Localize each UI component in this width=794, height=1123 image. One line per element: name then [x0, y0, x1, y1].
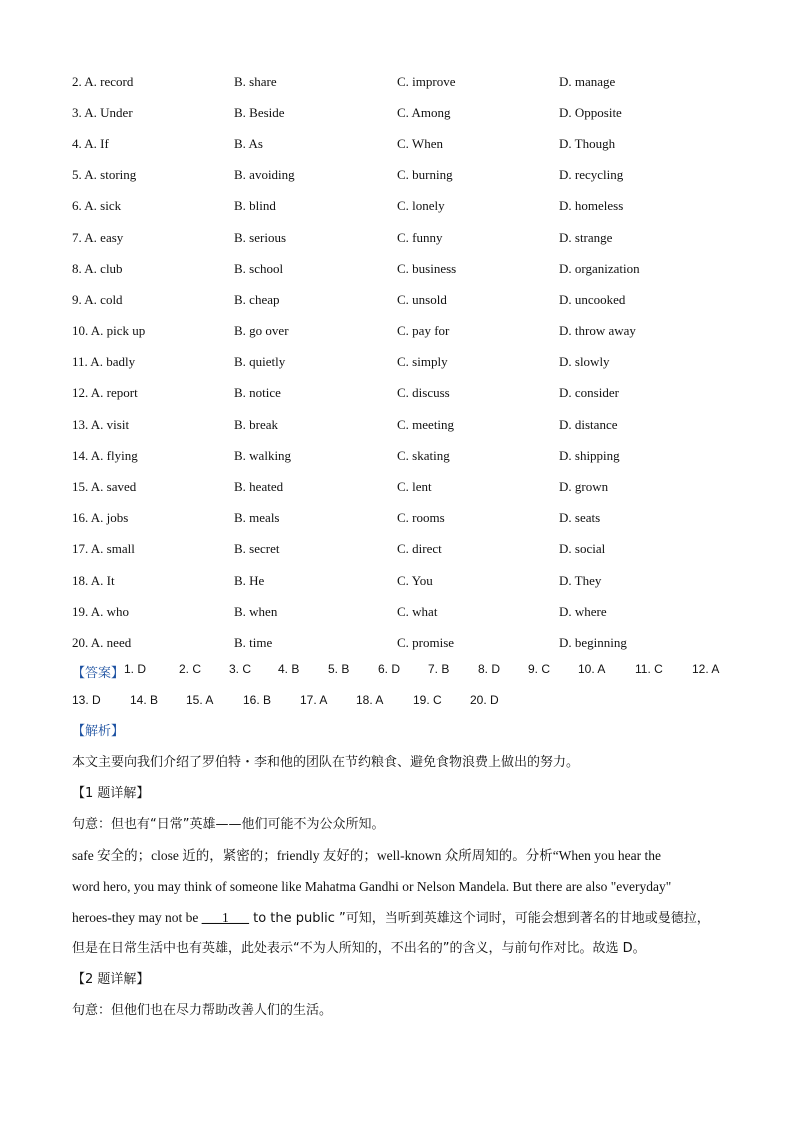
answer-item: 2. C [179, 662, 202, 676]
option-a: 19. A. who [72, 603, 130, 619]
option-c: C. You [397, 572, 433, 588]
option-c: C. burning [397, 167, 453, 183]
option-a: 7. A. easy [72, 229, 124, 245]
q2-meaning: 句意：但他们也在尽力帮助改善人们的生活。 [72, 1003, 333, 1018]
option-c: C. funny [397, 229, 443, 245]
option-d: D. consider [559, 385, 619, 401]
option-d: D. manage [559, 73, 616, 89]
answer-item: 11. C [635, 662, 663, 676]
answer-item: 12. A [692, 662, 720, 676]
option-d: D. homeless [559, 198, 624, 214]
option-b: B. heated [234, 479, 284, 495]
option-d: D. slowly [559, 354, 610, 370]
option-a: 20. A. need [72, 634, 132, 650]
option-b: B. go over [234, 323, 289, 339]
option-d: D. They [559, 572, 602, 588]
answer-line-1 [72, 660, 732, 691]
option-c: C. Among [397, 104, 451, 120]
option-d: D. Though [559, 135, 616, 151]
option-row [72, 253, 732, 284]
option-b: B. share [234, 73, 277, 89]
option-d: D. Opposite [559, 104, 622, 120]
option-a: 4. A. If [72, 135, 109, 151]
answer-item: 6. D [378, 662, 401, 676]
option-a: 17. A. small [72, 541, 135, 557]
option-c: C. unsold [397, 291, 447, 307]
q1-heading: 【1 题详解】 [72, 786, 150, 801]
option-b: B. time [234, 634, 273, 650]
option-d: D. beginning [559, 634, 627, 650]
analysis-tag: 【解析】 [72, 724, 125, 739]
option-c: C. business [397, 260, 457, 276]
answer-item: 15. A [186, 693, 214, 707]
option-d: D. strange [559, 229, 613, 245]
option-row [72, 534, 732, 565]
option-d: D. distance [559, 416, 618, 432]
option-c: C. promise [397, 634, 455, 650]
answer-item: 13. D [72, 693, 101, 707]
answer-tag: 【答案】 [72, 666, 125, 681]
option-a: 2. A. record [72, 73, 134, 89]
option-a: 12. A. report [72, 385, 138, 401]
answer-key [72, 660, 732, 722]
option-c: C. skating [397, 447, 450, 463]
option-row [72, 503, 732, 534]
answer-item: 7. B [428, 662, 450, 676]
option-row [72, 222, 732, 253]
q1-meaning: 句意：但也有“日常”英雄——他们可能不为公众所知。 [72, 817, 385, 832]
option-c: C. direct [397, 541, 442, 557]
option-row [72, 347, 732, 378]
option-c: C. rooms [397, 510, 445, 526]
option-a: 3. A. Under [72, 104, 133, 120]
option-b: B. secret [234, 541, 280, 557]
answer-item: 18. A [356, 693, 384, 707]
option-d: D. throw away [559, 323, 636, 339]
option-c: C. When [397, 135, 443, 151]
option-row [72, 378, 732, 409]
option-row [72, 440, 732, 471]
option-a: 16. A. jobs [72, 510, 129, 526]
option-a: 10. A. pick up [72, 323, 146, 339]
option-b: B. cheap [234, 291, 280, 307]
option-c: C. what [397, 603, 438, 619]
option-c: C. lonely [397, 198, 445, 214]
option-row [72, 596, 732, 627]
q2-heading: 【2 题详解】 [72, 972, 150, 987]
answer-item: 16. B [243, 693, 272, 707]
option-a: 6. A. sick [72, 198, 122, 214]
option-a: 13. A. visit [72, 416, 130, 432]
option-row [72, 191, 732, 222]
option-b: B. serious [234, 229, 286, 245]
q1-line3-suffix: to the public ”可知，当听到英雄这个词时，可能会想到著名的甘地或曼德拉， [248, 911, 710, 926]
option-a: 18. A. It [72, 572, 115, 588]
option-b: B. Beside [234, 104, 285, 120]
answer-item: 5. B [328, 662, 350, 676]
answer-item: 14. B [130, 693, 159, 707]
option-row [72, 316, 732, 347]
option-row [72, 565, 732, 596]
option-row [72, 128, 732, 159]
summary-text: 本文主要向我们介绍了罗伯特・李和他的团队在节约粮食、避免食物浪费上做出的努力。 [72, 755, 580, 770]
answer-item: 3. C [229, 662, 252, 676]
answer-item: 9. C [528, 662, 551, 676]
option-a: 15. A. saved [72, 479, 137, 495]
q1-line3-prefix: heroes-they may not be [72, 910, 202, 925]
option-b: B. As [234, 135, 263, 151]
option-d: D. where [559, 603, 607, 619]
option-a: 14. A. flying [72, 447, 138, 463]
option-c: C. improve [397, 73, 456, 89]
option-b: B. walking [234, 447, 292, 463]
answer-item: 17. A [300, 693, 328, 707]
option-a: 11. A. badly [72, 354, 136, 370]
q1-vocab-line: safe 安全的；close 近的，紧密的；friendly 友好的；well-known 众所周知的。分析“When you hear the [72, 848, 662, 863]
option-row [72, 627, 732, 658]
option-b: B. He [234, 572, 265, 588]
option-b: B. when [234, 603, 278, 619]
option-c: C. pay for [397, 323, 450, 339]
option-c: C. simply [397, 354, 448, 370]
option-row [72, 66, 732, 97]
answer-item: 4. B [278, 662, 300, 676]
answer-item: 1. D [124, 662, 147, 676]
option-row [72, 409, 732, 440]
option-row [72, 284, 732, 315]
q1-blank: ___1___ [201, 910, 249, 925]
option-d: D. seats [559, 510, 601, 526]
q1-conclusion: 但是在日常生活中也有英雄，此处表示“不为人所知的，不出名的”的含义，与前句作对比。故选 D。 [72, 941, 646, 956]
answer-item: 10. A [578, 662, 606, 676]
option-row [72, 97, 732, 128]
analysis-section [72, 716, 732, 1026]
option-d: D. shipping [559, 447, 620, 463]
option-b: B. quietly [234, 354, 286, 370]
answer-item: 20. D [470, 693, 499, 707]
option-row [72, 471, 732, 502]
options-table [72, 66, 732, 659]
option-b: B. avoiding [234, 167, 295, 183]
option-c: C. lent [397, 479, 432, 495]
option-b: B. break [234, 416, 279, 432]
option-b: B. notice [234, 385, 281, 401]
option-c: C. discuss [397, 385, 450, 401]
option-b: B. blind [234, 198, 276, 214]
option-d: D. uncooked [559, 291, 626, 307]
option-c: C. meeting [397, 416, 455, 432]
option-row [72, 160, 732, 191]
option-d: D. recycling [559, 167, 624, 183]
option-a: 5. A. storing [72, 167, 137, 183]
q1-quote-line: word hero, you may think of someone like Mahatma Gandhi or Nelson Mandela. But there are also "everyday" [72, 879, 672, 894]
option-d: D. organization [559, 260, 640, 276]
q1-line3 [72, 902, 732, 933]
option-b: B. school [234, 260, 284, 276]
option-d: D. grown [559, 479, 609, 495]
option-a: 8. A. club [72, 260, 123, 276]
option-b: B. meals [234, 510, 280, 526]
answer-item: 8. D [478, 662, 501, 676]
option-d: D. social [559, 541, 606, 557]
answer-item: 19. C [413, 693, 442, 707]
option-a: 9. A. cold [72, 291, 123, 307]
